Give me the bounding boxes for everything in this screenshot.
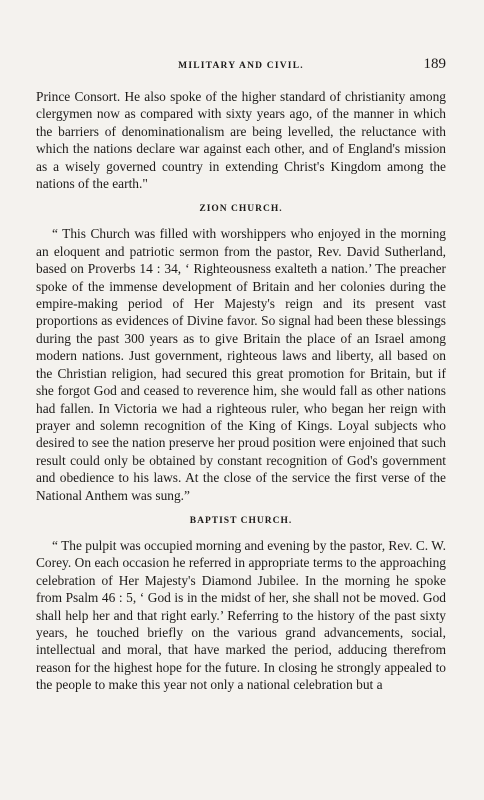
paragraph-zion-church: “ This Church was filled with worshippers who enjoyed in the morning an eloquent and patriotic sermon from the pastor, Rev. David Sutherland, based on Proverbs 14 : 34, ‘ Righteousness exalteth a nation.’ The preacher spoke of the immense development of Britain and her colonies during the empire-making period of Her Majesty's reign and its present vast proportions as evidences of Divine favor. So signal had been these blessings during the past 300 years as to give Britain the place of an Israel among modern nations. Just government, righteous laws and liberty, all based on the Christian religion, had secured this great promotion for Britain, but if she forgot God and ceased to reverence him, she would fall as other nations had fallen. In Victoria we had a righteous ruler, who began her reign with prayer and solemn recognition of the King of Kings. Loyal subjects who desired to see the nation preserve her proud position were enjoined that such result could only be obtained by constant recognition of God's government and obedience to his laws. At the close of the service the first verse of the National Anthem was sung.” bbox=[36, 226, 446, 503]
paragraph-continued: Prince Consort. He also spoke of the higher standard of christianity among clergymen now as compared with sixty years ago, of the manner in which the barriers of denominationalism are being levelled, the reluctance with which the nations declare war against each other, and of England's mission as a wisely governed country in extending Christ's Kingdom among the nations of the earth." bbox=[36, 89, 446, 192]
section-heading-zion-church: ZION CHURCH. bbox=[199, 204, 283, 215]
paragraph-baptist-church: “ The pulpit was occupied morning and evening by the pastor, Rev. C. W. Corey. On each occasion he referred in appropriate terms to the approaching celebration of Her Majesty's Diamond Jubilee. In the morning he spoke from Psalm 46 : 5, ‘ God is in the midst of her, she shall not be moved. God shall help her and that right early.’ Referring to the history of the past sixty years, he touched briefly on the various grand advancements, social, intellectual and moral, that have marked the period, adducing therefrom reason for the highest hope for the future. In closing he strongly appealed to the people to make this year not only a national celebration but a bbox=[36, 537, 446, 693]
running-title: MILITARY AND CIVIL. bbox=[178, 61, 304, 71]
body-text bbox=[36, 88, 446, 694]
running-head bbox=[36, 56, 446, 78]
page-number: 189 bbox=[423, 56, 446, 72]
section-heading-baptist-church: BAPTIST CHURCH. bbox=[189, 515, 293, 526]
